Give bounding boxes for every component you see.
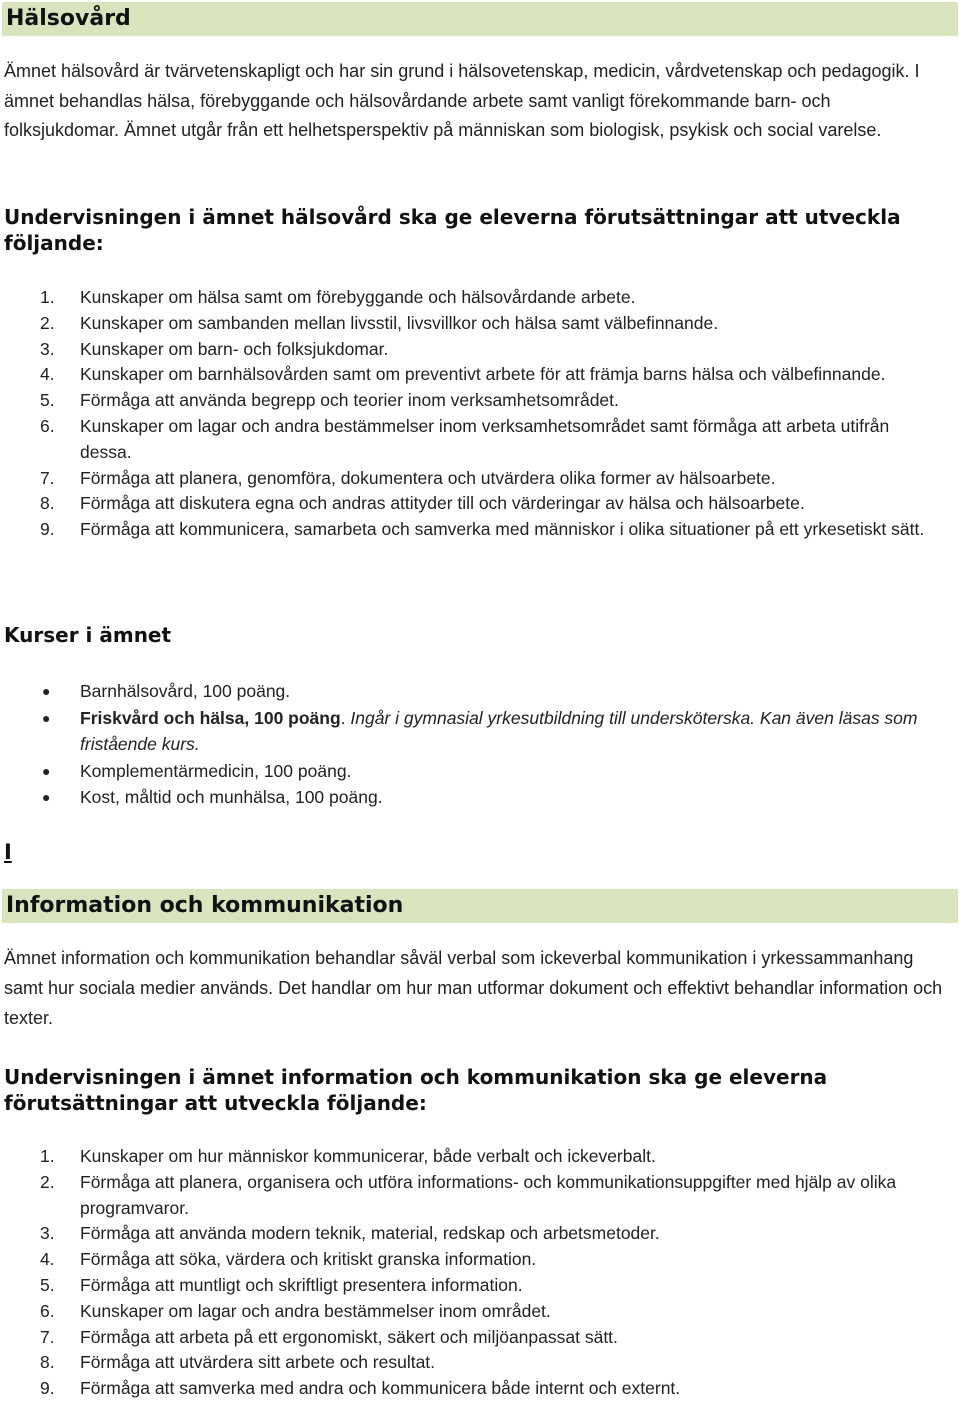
list-item-text: Förmåga att utvärdera sitt arbete och resultat. bbox=[80, 1352, 436, 1373]
list-item-text: Kunskaper om sambanden mellan livsstil, livsvillkor och hälsa samt välbefinnande. bbox=[80, 312, 719, 333]
list-item bbox=[0, 1376, 950, 1402]
course-item bbox=[0, 705, 950, 758]
list-number: 4. bbox=[40, 364, 55, 385]
bullet-icon: ● bbox=[42, 762, 51, 779]
list-item bbox=[0, 466, 950, 492]
list-item-text: Kunskaper om barnhälsovården samt om preventivt arbete för att främja barns hälsa och välbefinnande. bbox=[80, 364, 886, 385]
list-item-text: Förmåga att planera, organisera och utföra informations- och kommunikationsuppgifter med hjälp av olika programvaror. bbox=[80, 1171, 897, 1218]
list-item-text: Förmåga att söka, värdera och kritiskt granska information. bbox=[80, 1249, 537, 1270]
list-item-text: Förmåga att muntligt och skriftligt presentera information. bbox=[80, 1274, 523, 1295]
list-item-text: Förmåga att diskutera egna och andras attityder till och värderingar av hälsa och hälsoarbete. bbox=[80, 493, 805, 514]
list-item bbox=[0, 1273, 950, 1299]
list-number: 4. bbox=[40, 1249, 55, 1270]
list-item bbox=[0, 1299, 950, 1325]
list-item-text: Förmåga att arbeta på ett ergonomiskt, säkert och miljöanpassat sätt. bbox=[80, 1326, 618, 1347]
course-item bbox=[0, 784, 950, 811]
list-item bbox=[0, 491, 950, 517]
goals-heading-information: Undervisningen i ämnet information och kommunikation ska ge eleverna förutsättningar att utveckla följande: bbox=[4, 1065, 828, 1115]
section-title-halsovard: Hälsovård bbox=[2, 2, 958, 36]
bullet-icon: ● bbox=[42, 709, 51, 726]
list-item-text: Förmåga att använda begrepp och teorier inom verksamhetsområdet. bbox=[80, 390, 619, 411]
list-item bbox=[0, 311, 950, 337]
list-item-text: Kunskaper om barn- och folksjukdomar. bbox=[80, 338, 389, 359]
course-label: Friskvård och hälsa, 100 poäng bbox=[80, 707, 341, 728]
list-item-text: Kunskaper om hälsa samt om förebyggande och hälsovårdande arbete. bbox=[80, 287, 636, 307]
list-item-text: Förmåga att använda modern teknik, material, redskap och arbetsmetoder. bbox=[80, 1223, 660, 1244]
list-item bbox=[0, 1325, 950, 1351]
list-number: 1. bbox=[40, 1146, 55, 1166]
courses-heading: Kurser i ämnet bbox=[4, 623, 172, 647]
course-label: Barnhälsovård, 100 poäng. bbox=[80, 681, 291, 701]
course-label-period: . bbox=[340, 707, 346, 728]
list-item-text: Förmåga att planera, genomföra, dokumentera och utvärdera olika former av hälsoarbete. bbox=[80, 467, 776, 488]
bullet-icon: ● bbox=[42, 683, 51, 699]
list-item bbox=[0, 1350, 950, 1376]
list-number: 6. bbox=[40, 1300, 55, 1321]
courses-list bbox=[0, 678, 950, 811]
list-number: 6. bbox=[40, 415, 55, 436]
list-number: 8. bbox=[40, 493, 55, 514]
list-item bbox=[0, 1144, 950, 1170]
list-number: 1. bbox=[40, 287, 55, 307]
section-intro-halsovard: Ämnet hälsovård är tvärvetenskapligt och har sin grund i hälsovetenskap, medicin, vårdvetenskap och pedagogik. I ämnet behandlas hälsa, förebyggande och hälsovårdande arbete samt vanligt förekommande barn- och folksjukdomar. Ämnet utgår från ett helhetsperspektiv på människan som biologisk, psykisk och social varelse. bbox=[4, 61, 920, 140]
list-item-text: Kunskaper om lagar och andra bestämmelser inom området. bbox=[80, 1300, 551, 1321]
section-title-information: Information och kommunikation bbox=[2, 889, 958, 923]
list-number: 7. bbox=[40, 467, 55, 488]
bullet-icon: ● bbox=[42, 789, 51, 805]
list-item bbox=[0, 517, 950, 543]
list-item bbox=[0, 388, 950, 414]
stray-letter: I bbox=[4, 840, 12, 864]
list-number: 7. bbox=[40, 1326, 55, 1347]
course-item bbox=[0, 758, 950, 785]
list-item-text: Förmåga att kommunicera, samarbeta och samverka med människor i olika situationer på ett yrkesetiskt sätt. bbox=[80, 519, 925, 540]
list-number: 2. bbox=[40, 312, 55, 333]
list-item bbox=[0, 1170, 950, 1222]
list-number: 5. bbox=[40, 390, 55, 411]
list-item bbox=[0, 285, 950, 311]
course-note: Ingår i gymnasial yrkesutbildning till undersköterska. Kan även läsas som fristående kurs. bbox=[80, 707, 918, 754]
list-item bbox=[0, 362, 950, 388]
list-item bbox=[0, 1221, 950, 1247]
goals-list-halsovard bbox=[0, 285, 950, 543]
list-item bbox=[0, 1247, 950, 1273]
section-intro-information: Ämnet information och kommunikation behandlar såväl verbal som ickeverbal kommunikation i yrkessammanhang samt hur sociala medier används. Det handlar om hur man utformar dokument och effektivt behandlar information och texter. bbox=[4, 948, 943, 1028]
list-item-text: Förmåga att samverka med andra och kommunicera både internt och externt. bbox=[80, 1378, 681, 1399]
course-label: Kost, måltid och munhälsa, 100 poäng. bbox=[80, 787, 383, 807]
goals-list-information bbox=[0, 1144, 950, 1402]
list-item bbox=[0, 337, 950, 363]
list-number: 9. bbox=[40, 519, 55, 540]
list-number: 9. bbox=[40, 1378, 55, 1399]
goals-heading-halsovard: Undervisningen i ämnet hälsovård ska ge eleverna förutsättningar att utveckla följande: bbox=[4, 205, 901, 255]
list-number: 5. bbox=[40, 1274, 55, 1295]
list-number: 8. bbox=[40, 1352, 55, 1373]
list-item bbox=[0, 414, 950, 466]
list-number: 2. bbox=[40, 1171, 55, 1192]
list-number: 3. bbox=[40, 338, 55, 359]
course-item bbox=[0, 678, 950, 705]
list-item-text: Kunskaper om lagar och andra bestämmelser inom verksamhetsområdet samt förmåga att arbeta utifrån dessa. bbox=[80, 415, 890, 462]
course-label: Komplementärmedicin, 100 poäng. bbox=[80, 760, 352, 781]
list-item-text: Kunskaper om hur människor kommunicerar, både verbalt och ickeverbalt. bbox=[80, 1146, 656, 1166]
list-number: 3. bbox=[40, 1223, 55, 1244]
